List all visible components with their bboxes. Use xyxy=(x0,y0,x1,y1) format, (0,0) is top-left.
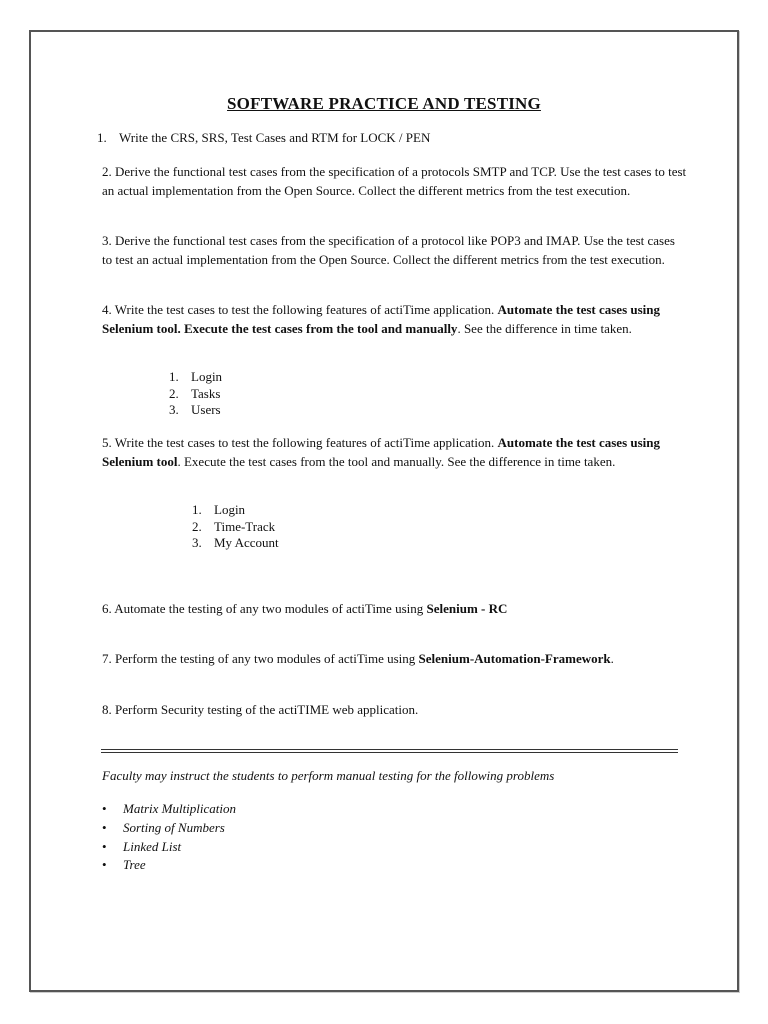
divider-line-bottom xyxy=(101,752,678,753)
list-item: 3. My Account xyxy=(192,535,279,550)
item-6 xyxy=(102,601,507,617)
bullet-icon: • xyxy=(102,819,107,835)
item-1-number: 1. xyxy=(97,130,107,145)
list-item: • Tree xyxy=(102,856,236,875)
item-4 xyxy=(102,301,687,338)
list-item: 1. Login xyxy=(192,502,246,517)
item-7-emphasis: Selenium-Automation-Framework xyxy=(418,651,611,666)
item-1-text: Write the CRS, SRS, Test Cases and RTM for LOCK / PEN xyxy=(119,130,431,145)
item-3: 3. Derive the functional test cases from the specification of a protocol like POP3 and IMAP. Use the test cases to test an actual implementation from the Open Source. Collect the different metrics from the test execution. xyxy=(102,233,675,267)
item-7-text: 7. Perform the testing of any two modules of actiTime using xyxy=(102,651,419,666)
item-5-feature-list xyxy=(192,502,279,552)
item-6-text: 6. Automate the testing of any two modules of actiTime using xyxy=(102,601,427,616)
item-1 xyxy=(97,130,430,146)
item-4-feature-list xyxy=(169,369,222,419)
page-title: SOFTWARE PRACTICE AND TESTING xyxy=(227,94,541,113)
item-4-text-end: . See the difference in time taken. xyxy=(457,320,632,336)
list-item: 1. Login xyxy=(169,369,223,384)
item-5-text: 5. Write the test cases to test the following features of actiTime application. xyxy=(102,435,498,450)
item-5 xyxy=(102,434,687,471)
item-8: 8. Perform Security testing of the actiTIME web application. xyxy=(102,702,419,717)
item-4-text: 4. Write the test cases to test the following features of actiTime application. xyxy=(102,302,498,317)
item-2: 2. Derive the functional test cases from the specification of a protocols SMTP and TCP. Use the test cases to test an actual implementation from the Open Source. Collect the different metrics from the test execution. xyxy=(102,164,687,198)
list-item: 2. Time-Track xyxy=(192,518,276,534)
list-item: • Linked List xyxy=(102,838,236,857)
bullet-icon: • xyxy=(102,801,107,816)
problem-list xyxy=(102,800,236,875)
bullet-icon: • xyxy=(102,857,107,873)
divider-line-top xyxy=(101,749,678,750)
faculty-note: Faculty may instruct the students to perform manual testing for the following problems xyxy=(102,768,555,783)
item-7-text-end: . xyxy=(610,651,614,666)
item-4-emphasis: Automate the test cases using Selenium tool. Execute the test cases from the tool and manually xyxy=(102,302,661,336)
item-6-emphasis: Selenium - RC xyxy=(426,601,508,616)
list-item: 3. Users xyxy=(169,402,221,417)
list-item: 2. Tasks xyxy=(169,385,221,401)
bullet-icon: • xyxy=(102,838,107,854)
item-5-text-end: . Execute the test cases from the tool and manually. See the difference in time taken. xyxy=(177,453,616,469)
list-item: • Sorting of Numbers xyxy=(102,819,236,838)
item-5-emphasis: Automate the test cases using Selenium tool xyxy=(102,435,661,469)
list-item: • Matrix Multiplication xyxy=(102,800,236,819)
item-7 xyxy=(102,651,614,667)
